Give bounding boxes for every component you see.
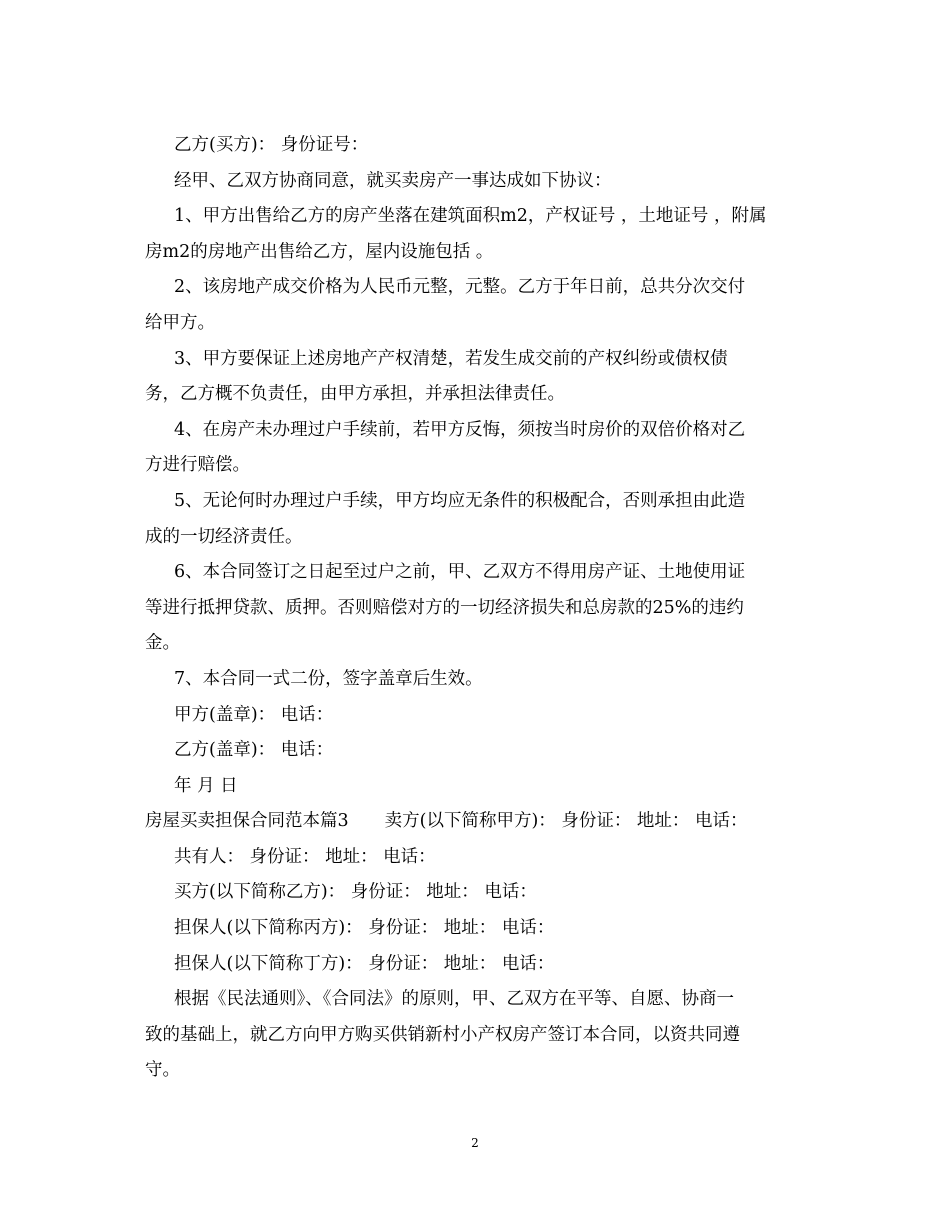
seller-line: 卖方(以下简称甲方)： 身份证： 地址： 电话： bbox=[384, 811, 748, 832]
party-b-seal-line: 乙方(盖章)： 电话： bbox=[174, 740, 334, 761]
document-body bbox=[145, 128, 810, 1089]
buyer-id-line: 乙方(买方)： 身份证号： bbox=[174, 135, 369, 155]
clause-3-line-1: 3、甲方要保证上述房地产产权清楚，若发生成交前的产权纠纷或债权债 bbox=[174, 348, 728, 369]
clause-4-line-1: 4、在房产未办理过户手续前，若甲方反悔，须按当时房价的双倍价格对乙 bbox=[174, 419, 746, 440]
clause-2-line-2: 给甲方。 bbox=[145, 312, 215, 333]
co-owner-line: 共有人： 身份证： 地址： 电话： bbox=[174, 846, 436, 867]
page-number: 2 bbox=[471, 1136, 479, 1150]
agreement-intro: 经甲、乙双方协商同意，就买卖房产一事达成如下协议： bbox=[174, 170, 612, 191]
clause-7: 7、本合同一式二份，签字盖章后生效。 bbox=[174, 668, 483, 689]
guarantor-c-line: 担保人(以下简称丙方)： 身份证： 地址： 电话： bbox=[174, 918, 555, 939]
clause-6-line-1: 6、本合同签订之日起至过户之前，甲、乙双方不得用房产证、土地使用证 bbox=[174, 562, 746, 583]
clause-6-line-2: 等进行抵押贷款、质押。否则赔偿对方的一切经济损失和总房款的25%的违约 bbox=[145, 597, 744, 618]
clause-1-line-2: 房m2的房地产出售给乙方，屋内设施包括 。 bbox=[145, 241, 494, 262]
clause-5-line-2: 成的一切经济责任。 bbox=[145, 526, 303, 547]
guarantor-d-line: 担保人(以下简称丁方)： 身份证： 地址： 电话： bbox=[174, 953, 555, 974]
clause-4-line-2: 方进行赔偿。 bbox=[145, 455, 250, 476]
party-a-seal-line: 甲方(盖章)： 电话： bbox=[174, 704, 334, 725]
section-heading-line bbox=[145, 804, 810, 840]
basis-line-2: 致的基础上，就乙方向甲方购买供销新村小产权房产签订本合同，以资共同遵 bbox=[145, 1024, 740, 1045]
clause-5-line-1: 5、无论何时办理过户手续，甲方均应无条件的积极配合，否则承担由此造 bbox=[174, 490, 746, 511]
basis-line-3: 守。 bbox=[145, 1060, 180, 1081]
clause-1-line-1: 1、甲方出售给乙方的房产坐落在建筑面积m2，产权证号 ，土地证号 ，附属 bbox=[174, 206, 767, 227]
basis-line-1: 根据《民法通则》、《合同法》的原则，甲、乙双方在平等、自愿、协商一 bbox=[174, 989, 734, 1010]
section-title: 房屋买卖担保合同范本篇3 bbox=[145, 811, 349, 832]
date-line: 年 月 日 bbox=[174, 775, 238, 796]
buyer-line: 买方(以下简称乙方)： 身份证： 地址： 电话： bbox=[174, 882, 537, 903]
clause-6-line-3: 金。 bbox=[145, 633, 180, 654]
clause-3-line-2: 务，乙方概不负责任，由甲方承担，并承担法律责任。 bbox=[145, 384, 565, 405]
clause-2-line-1: 2、该房地产成交价格为人民币元整，元整。乙方于年日前，总共分次交付 bbox=[174, 277, 746, 298]
